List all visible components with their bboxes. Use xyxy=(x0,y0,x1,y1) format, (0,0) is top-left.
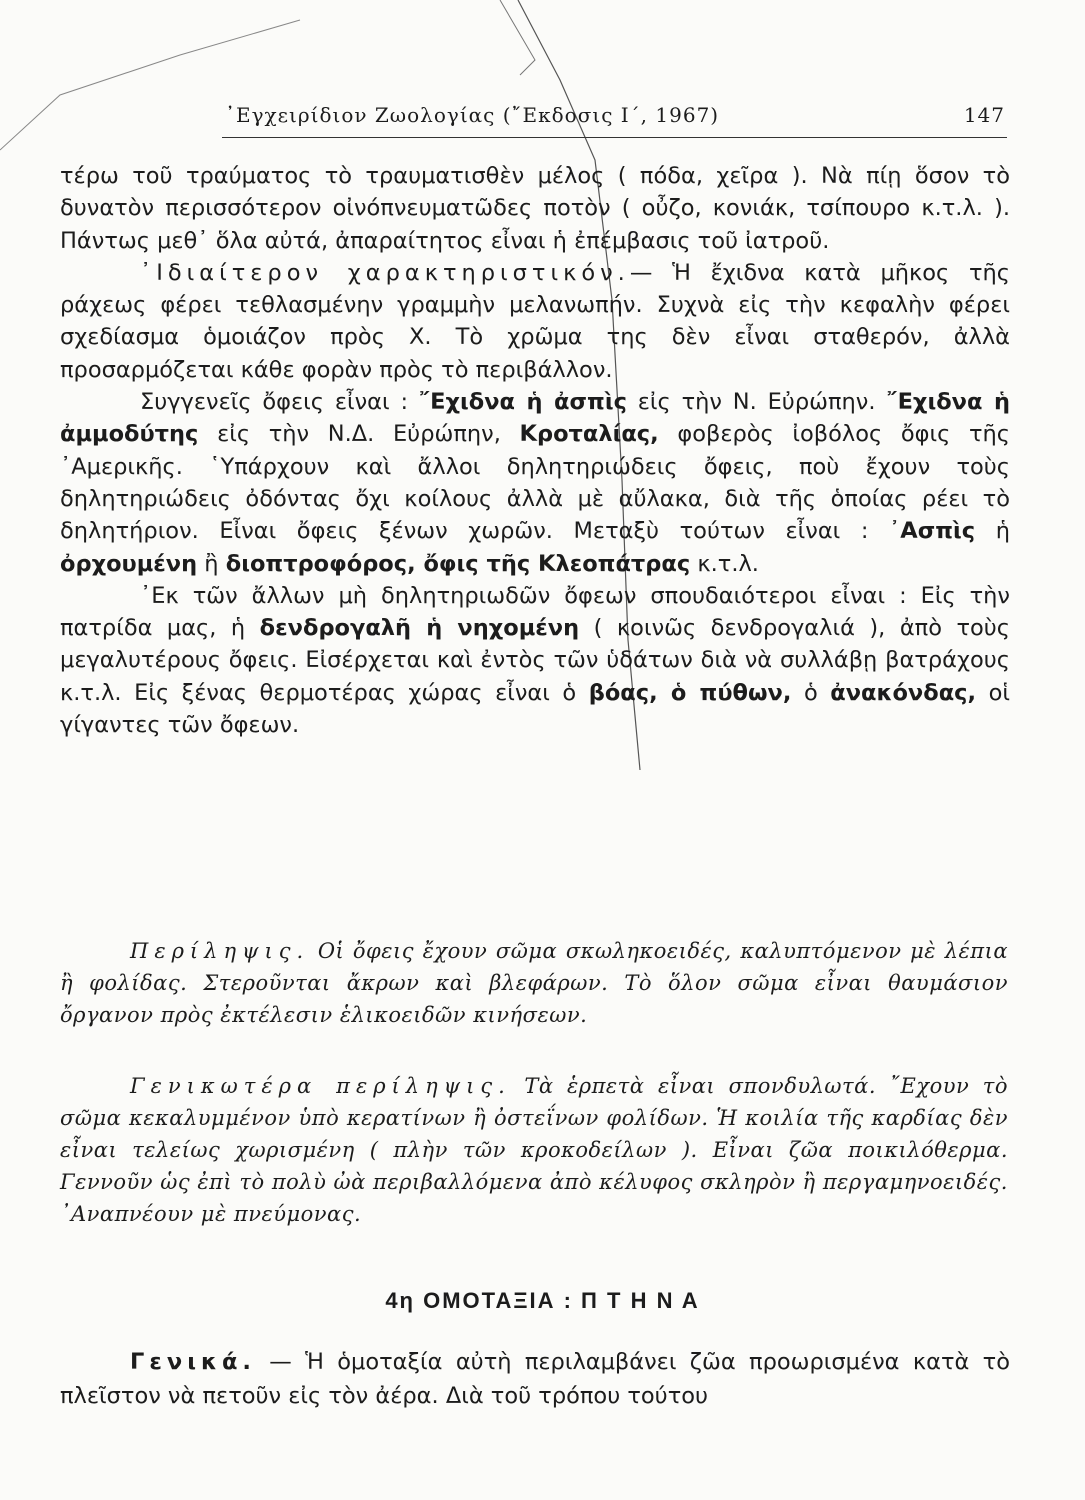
general-summary-text: Τὰ ἑρπετὰ εἶναι σπονδυλωτά. ῎Εχουν τὸ σῶμα κεκαλυμμένον ὑπὸ κερατίνων ἢ ὀστεΐνων φολίδων. Ἡ κοιλία τῆς καρδίας δὲν εἶναι τελείως χωρισμένη ( πλὴν τῶν κροκοδείλων ). Εἶναι ζῶα ποικιλόθερμα. Γεννοῦν ὡς ἐπὶ τὸ πολὺ ὠὰ περιβαλλόμενα ἀπὸ κέλυφος σκληρὸν ἢ περγαμηνοειδές. ᾿Αναπνέουν μὲ πνεύμονας. xyxy=(60,1074,1008,1226)
paragraph-2-text: — Ἡ ἔχιδνα κατὰ μῆκος τῆς ράχεως φέρει τεθλασμένην γραμμὴν μελανωπήν. Συχνὰ εἰς τὴν κεφαλὴν φέρει σχεδίασμα ὁμοιάζον πρὸς Χ. Τὸ χρῶμα της δὲν εἶναι σταθερόν, ἀλλὰ προσαρμόζεται κάθε φορὰν πρὸς τὸ περιβάλλον. xyxy=(60,259,1010,383)
summary-lead: Περίληψις. xyxy=(130,939,310,963)
paragraph-3 xyxy=(60,386,1010,580)
p4-text-e: οἱ γίγαντες τῶν ὄφεων. xyxy=(60,679,1010,739)
p3-bold-4: ᾿Ασπὶς xyxy=(889,518,976,545)
header-rule xyxy=(222,137,1007,138)
final-lead: Γενικά. xyxy=(130,1349,256,1375)
general-summary-lead: Γενικωτέρα περίληψις. xyxy=(130,1074,511,1098)
summary-text: Οἱ ὄφεις ἔχουν σῶμα σκωληκοειδές, καλυπτόμενον μὲ λέπια ἢ φολίδας. Στεροῦνται ἄκρων καὶ βλεφάρων. Τὸ ὅλον σῶμα εἶναι θαυμάσιον ὄργανον πρὸς ἐκτέλεσιν ἑλικοειδῶν κινήσεων. xyxy=(60,939,1008,1027)
page-number: 147 xyxy=(963,103,1005,127)
summary-block xyxy=(60,935,1008,1031)
section-heading: 4η ΟΜΟΤΑΞΙΑ : Π Τ Η Ν Α xyxy=(385,1288,700,1313)
p3-text-f: ἡ xyxy=(975,518,1010,545)
p4-bold-1: δενδρογαλῆ ἡ νηχομένη xyxy=(259,615,580,642)
p3-text-d: εἰς τὴν Ν.Δ. Εὐρώπην, xyxy=(198,421,520,448)
p3-text-e: φοβερὸς ἰοβόλος ὄφις τῆς ᾿Αμερικῆς. ῾Υπάρχουν καὶ ἄλλοι δηλητηριώδεις ὄφεις, ποὺ ἔχουν τοὺς δηλητηριώδεις ὀδόντας ὄχι κοίλους ἀλλὰ μὲ αὔλακα, διὰ τῆς ὁποίας ρέει τὸ δηλητήριον. Εἶναι ὄφεις ξένων χωρῶν. Μεταξὺ τούτων εἶναι : xyxy=(60,421,1010,545)
paragraph-4 xyxy=(60,580,1010,741)
p3-text-a: Συγγενεῖς ὄφεις εἶναι : xyxy=(140,389,419,416)
main-text xyxy=(60,160,1010,741)
header-title: ᾿Εγχειρίδιον Ζωολογίας (῎Εκδοσις Ι΄, 1967) xyxy=(225,103,720,127)
paragraph-1-text: τέρω τοῦ τραύματος τὸ τραυματισθὲν μέλος ( πόδα, χεῖρα ). Νὰ πίῃ ὅσον τὸ δυνατὸν περισσότερον οἰνόπνευματῶδες ποτὸν ( οὖζο, κονιάκ, τσίπουρο κ.τ.λ. ). Πάντως μεθ᾿ ὅλα αὐτά, ἀπαραίτητος εἶναι ἡ ἐπέμβασις τοῦ ἰατροῦ. xyxy=(60,163,1010,254)
running-header xyxy=(225,97,1005,133)
paragraph-2-lead: ᾿Ιδιαίτερον χαρακτηριστικόν. xyxy=(140,259,630,286)
p3-bold-3: Κροταλίας, xyxy=(519,421,659,448)
p3-bold-6: διοπτροφόρος, ὄφις τῆς Κλεοπάτρας xyxy=(225,550,691,577)
final-text: — Ἡ ὁμοταξία αὐτὴ περιλαμβάνει ζῶα προωρισμένα κατὰ τὸ πλεῖστον νὰ πετοῦν εἰς τὸν ἀέρα. Διὰ τοῦ τρόπου τούτου xyxy=(60,1349,1010,1409)
p4-bold-2: βόας, ὁ πύθων, xyxy=(588,679,792,706)
p4-bold-3: ἀνακόνδας, xyxy=(830,679,977,706)
final-paragraph xyxy=(60,1345,1010,1413)
p4-text-d: ὁ xyxy=(791,679,831,706)
p3-bold-5: ὀρχουμένη xyxy=(60,550,198,577)
p3-text-g: ἢ xyxy=(197,550,226,577)
p3-bold-2: ῎Εχιδνα ἡ ἀμμοδύτης xyxy=(60,389,1010,448)
p3-text-c: εἰς τὴν Ν. Εὐρώπην. xyxy=(626,389,887,416)
paragraph-2 xyxy=(60,257,1010,386)
paragraph-1 xyxy=(60,160,1010,257)
p3-bold-1: ῎Εχιδνα ἡ ἀσπὶς xyxy=(418,389,627,416)
general-summary-block xyxy=(60,1070,1008,1230)
p4-text-a: ᾿Εκ τῶν ἄλλων μὴ δηλητηριωδῶν ὄφεων σπουδαιότεροι εἶναι : Εἰς τὴν πατρίδα μας, ἡ xyxy=(60,582,1010,642)
p4-text-c: ( κοινῶς δενδρογαλιά ), ἀπὸ τοὺς μεγαλυτέρους ὄφεις. Εἰσέρχεται καὶ ἐντὸς τῶν ὑδάτων διὰ νὰ συλλάβῃ βατράχους κ.τ.λ. Εἰς ξένας θερμοτέρας χώρας εἶναι ὁ xyxy=(60,615,1010,706)
p3-text-h: κ.τ.λ. xyxy=(690,550,759,577)
